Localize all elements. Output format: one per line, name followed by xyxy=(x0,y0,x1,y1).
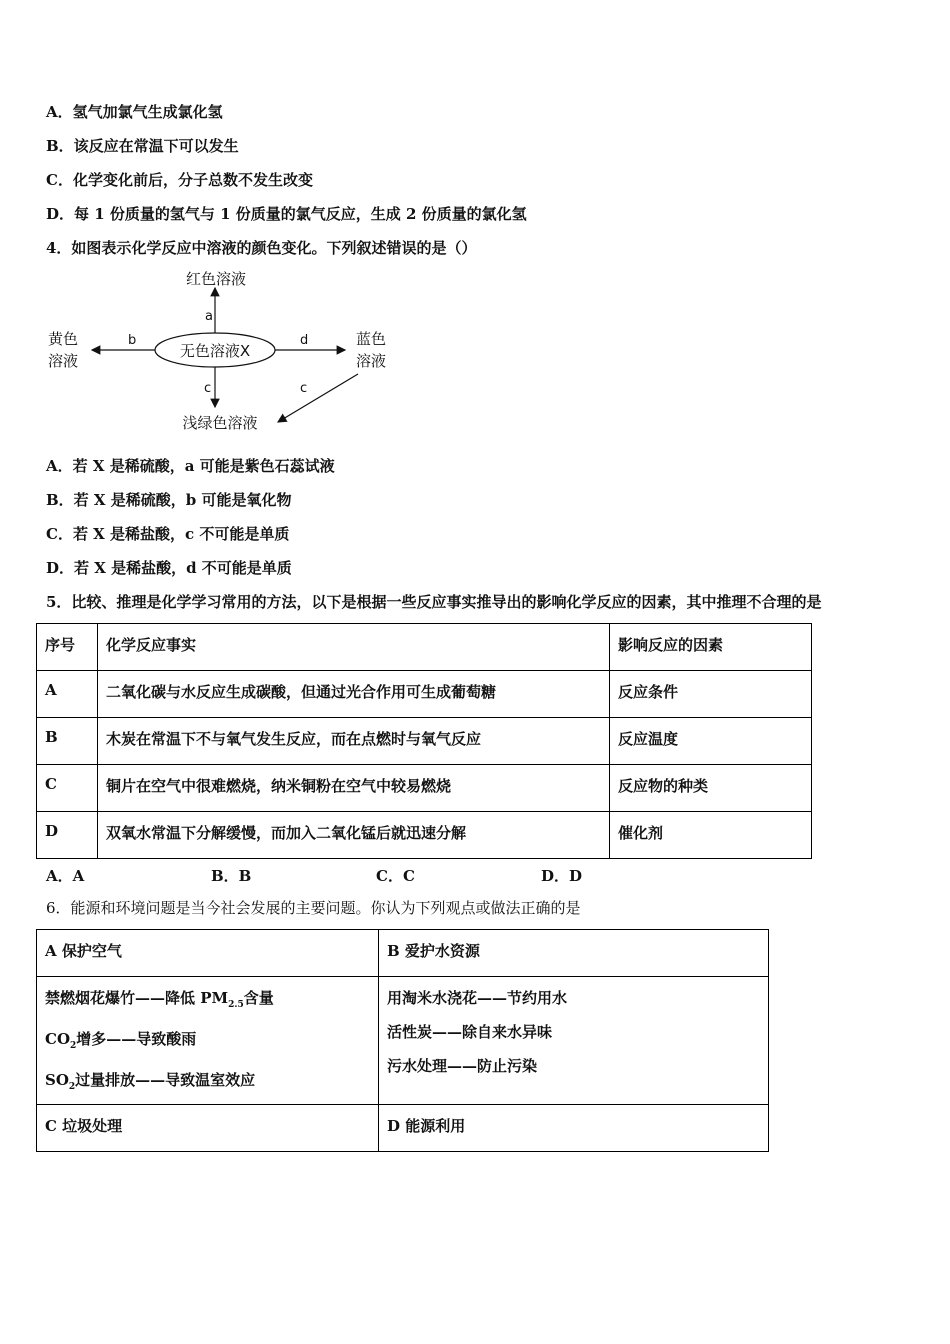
cell-b-content xyxy=(379,977,769,1105)
q3-option-a: A．氢气加氯气生成氯化氢 xyxy=(46,103,223,121)
q5-option-a: A．A xyxy=(46,867,85,885)
cell-b-title: B 爱护水资源 xyxy=(379,930,769,977)
header-cell: 序号 xyxy=(37,624,98,671)
label-a: a xyxy=(205,309,213,324)
table-row xyxy=(37,812,812,859)
q4-stem: 4．如图表示化学反应中溶液的颜色变化。下列叙述错误的是（） xyxy=(46,239,477,257)
table-row xyxy=(37,1105,769,1152)
cell-a-content xyxy=(37,977,379,1105)
top-label: 红色溶液 xyxy=(185,270,247,288)
label-c: c xyxy=(204,381,212,396)
b-line-1: 用淘米水浇花——节约用水 xyxy=(387,989,568,1007)
table-row xyxy=(37,930,769,977)
a-line-1: 禁燃烟花爆竹——降低 $PM_{2.5}$含量 xyxy=(45,989,274,1010)
arrow-c2 xyxy=(278,374,358,422)
q3-option-b: B．该反应在常温下可以发生 xyxy=(46,137,239,155)
q5-stem: 5．比较、推理是化学学习常用的方法，以下是根据一些反应事实推导出的影响化学反应的因素，其中推理不合理的是 xyxy=(46,593,822,611)
cell-a-title: A 保护空气 xyxy=(37,930,379,977)
cell-c-title: C 垃圾处理 xyxy=(37,1105,379,1152)
row-factor: 催化剂 xyxy=(610,812,812,859)
q5-option-c: C．C xyxy=(376,867,415,885)
row-fact: 双氧水常温下分解缓慢，而加入二氧化锰后就迅速分解 xyxy=(98,812,610,859)
a-line-3: $SO_2$过量排放——导致温室效应 xyxy=(45,1071,256,1092)
q3-option-c: C．化学变化前后，分子总数不发生改变 xyxy=(46,171,313,189)
q3-option-d: D．每 1 份质量的氢气与 1 份质量的氯气反应，生成 2 份质量的氯化氢 xyxy=(46,205,527,223)
label-b: b xyxy=(128,333,137,348)
q5-option-b: B．B xyxy=(211,867,252,885)
row-id: B xyxy=(37,718,98,765)
q5-option-d: D．D xyxy=(541,867,583,885)
a-line-2: $CO_2$增多——导致酸雨 xyxy=(45,1030,197,1051)
table-row xyxy=(37,718,812,765)
label-d: d xyxy=(300,333,309,348)
q4-option-b: B．若 X 是稀硫酸，b 可能是氧化物 xyxy=(46,491,292,509)
header-cell: 化学反应事实 xyxy=(98,624,610,671)
table-row xyxy=(37,671,812,718)
q6-table xyxy=(36,929,769,1152)
table-row xyxy=(37,765,812,812)
right-label-2: 溶液 xyxy=(356,352,387,370)
q5-table xyxy=(36,623,812,859)
right-label-1: 蓝色 xyxy=(356,330,387,348)
label-c2: c xyxy=(300,381,308,396)
row-fact: 二氧化碳与水反应生成碳酸，但通过光合作用可生成葡萄糖 xyxy=(98,671,610,718)
q6-stem: 6．能源和环境问题是当今社会发展的主要问题。你认为下列观点或做法正确的是 xyxy=(46,899,581,917)
row-factor: 反应物的种类 xyxy=(610,765,812,812)
left-label-1: 黄色 xyxy=(48,330,79,348)
row-id: D xyxy=(37,812,98,859)
bottom-label: 浅绿色溶液 xyxy=(182,414,258,432)
q5-options xyxy=(46,865,582,886)
q4-option-d: D．若 X 是稀盐酸，d 不可能是单质 xyxy=(46,559,292,577)
row-factor: 反应温度 xyxy=(610,718,812,765)
color-change-diagram xyxy=(40,262,420,442)
row-fact: 铜片在空气中很难燃烧，纳米铜粉在空气中较易燃烧 xyxy=(98,765,610,812)
left-label-2: 溶液 xyxy=(48,352,79,370)
row-factor: 反应条件 xyxy=(610,671,812,718)
table-row xyxy=(37,977,769,1105)
q4-option-c: C．若 X 是稀盐酸，c 不可能是单质 xyxy=(46,525,290,543)
header-cell: 影响反应的因素 xyxy=(610,624,812,671)
row-id: C xyxy=(37,765,98,812)
table-header-row xyxy=(37,624,812,671)
center-label: 无色溶液X xyxy=(179,342,251,360)
row-id: A xyxy=(37,671,98,718)
row-fact: 木炭在常温下不与氧气发生反应，而在点燃时与氧气反应 xyxy=(98,718,610,765)
b-line-3: 污水处理——防止污染 xyxy=(387,1057,538,1075)
q4-option-a: A．若 X 是稀硫酸，a 可能是紫色石蕊试液 xyxy=(46,457,335,475)
cell-d-title: D 能源利用 xyxy=(379,1105,769,1152)
b-line-2: 活性炭——除自来水异味 xyxy=(387,1023,553,1041)
